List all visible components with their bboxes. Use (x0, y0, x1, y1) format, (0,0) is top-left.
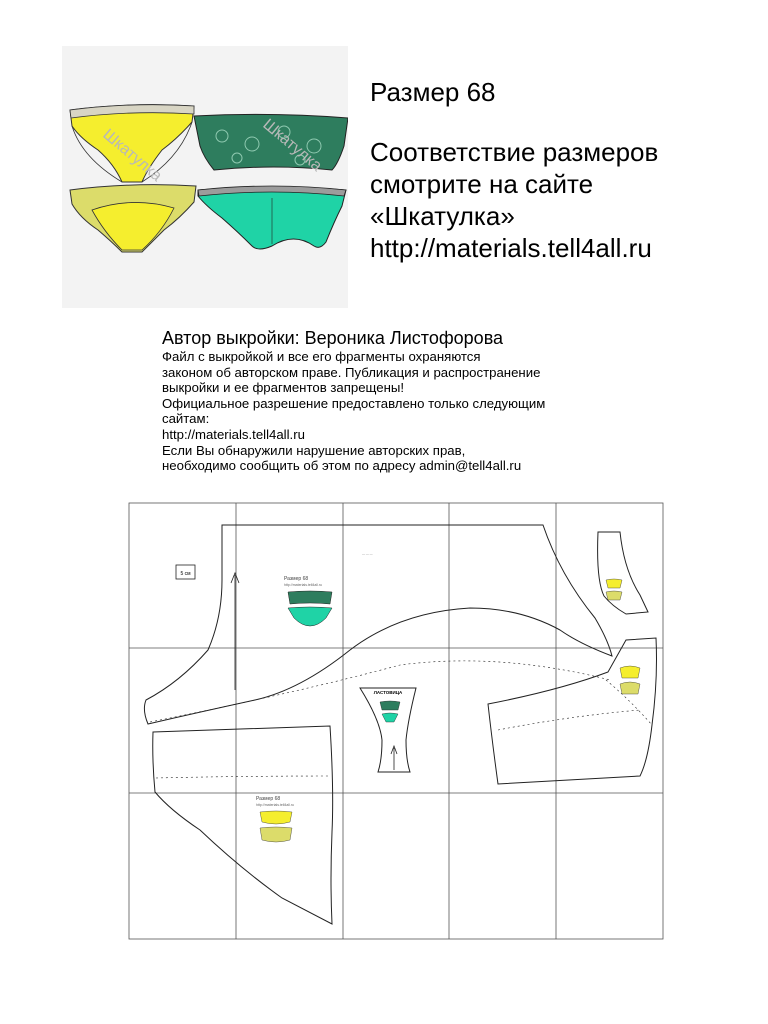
mini-shorts-sketch (288, 591, 332, 626)
fold-note: — — — (362, 552, 373, 556)
mini-yellow-sketch-1 (606, 579, 622, 600)
size-title: Размер 68 (370, 77, 496, 107)
side-piece (488, 638, 657, 784)
scale-box-label: 5 см (180, 571, 191, 577)
notice-line: Официальное разрешение предоставлено только следующим (162, 395, 546, 411)
lower-left-piece (153, 726, 333, 924)
header-line: «Шкатулка» (370, 201, 515, 231)
notice-line: выкройки и ее фрагментов запрещены! (162, 380, 405, 396)
notice-line: Файл с выкройкой и все его фрагменты охраняются (162, 349, 481, 364)
watermark: Шкатулка (99, 126, 165, 185)
piece-label-1: Размер 68 (284, 576, 309, 582)
mini-gusset-sketch (380, 701, 400, 722)
notice-line: законом об авторском праве. Публикация и распространение (162, 364, 541, 380)
mini-yellow-sketch-2 (620, 666, 640, 694)
tile-grid (129, 503, 663, 939)
notice-link: http://materials.tell4all.ru (162, 426, 305, 442)
header-line: Соответствие размеров (370, 137, 659, 167)
watermark: Шкатулка (259, 116, 325, 175)
notice-line: сайтам: (162, 411, 210, 427)
notice-line: Если Вы обнаружили нарушение авторских прав, (162, 442, 466, 458)
mini-yellow-sketch-3 (260, 811, 292, 842)
piece-label-1-url: http://materials.tell4all.ru (284, 583, 322, 587)
author-line: Автор выкройки: Вероника Листофорова (162, 328, 504, 348)
waistband-piece (598, 532, 648, 614)
gusset-piece (360, 688, 416, 772)
header-line: смотрите на сайте (370, 169, 594, 199)
header-link: http://materials.tell4all.ru (370, 233, 652, 263)
gusset-label: ЛАСТОВИЦА (373, 690, 403, 695)
piece-label-2: Размер 68 (256, 796, 281, 802)
notice-line: необходимо сообщить об этом по адресу admin@tell4all.ru (162, 458, 522, 474)
piece-label-2-url: http://materials.tell4all.ru (256, 803, 294, 807)
